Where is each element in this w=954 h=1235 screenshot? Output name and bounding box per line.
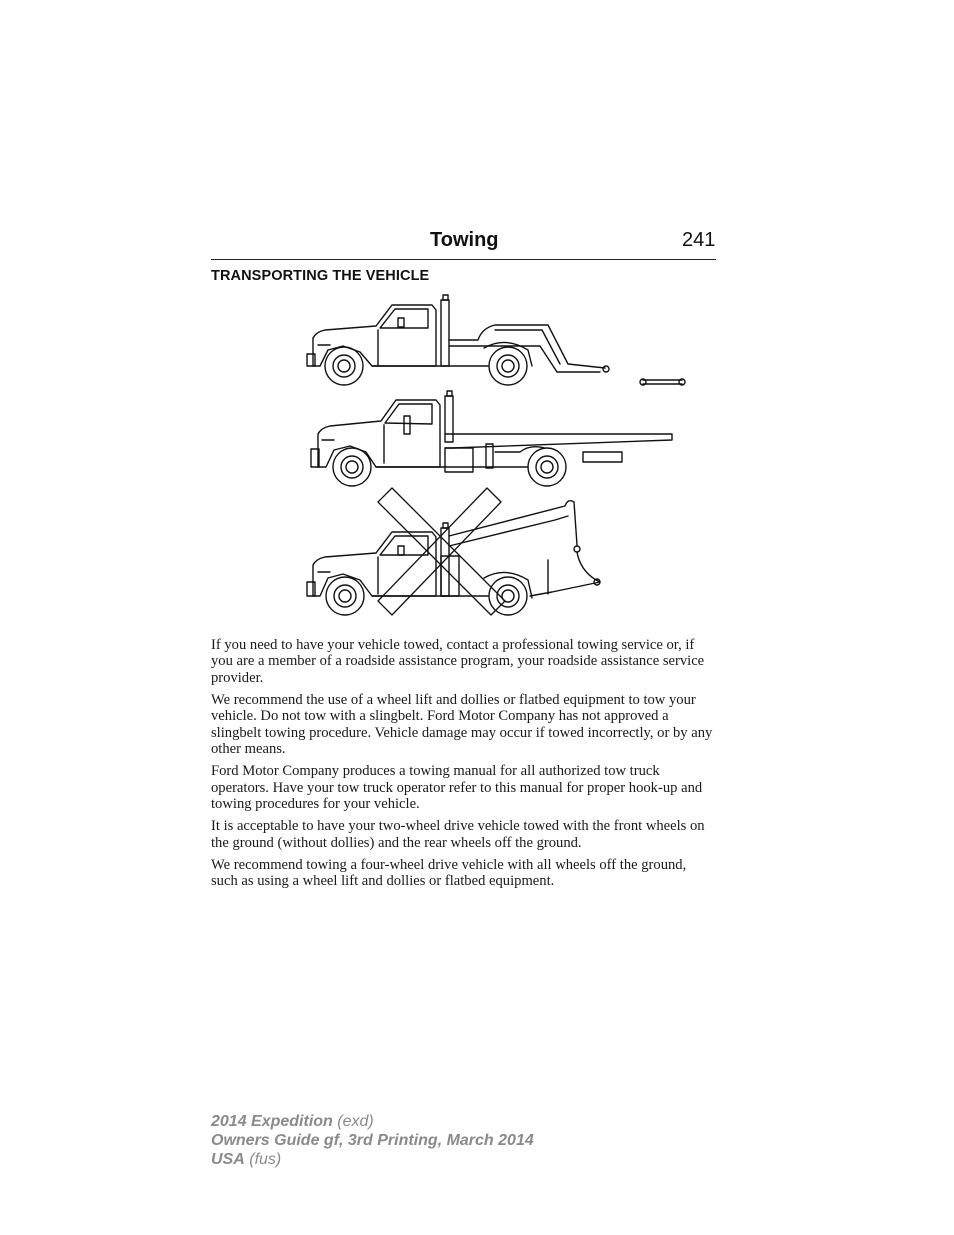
footer-line-model	[211, 1112, 534, 1131]
dolly-icon	[640, 379, 685, 385]
document-footer	[211, 1112, 534, 1169]
footer-model: 2014 Expedition	[211, 1113, 333, 1130]
header-divider	[211, 259, 716, 260]
paragraph: If you need to have your vehicle towed, contact a professional towing service or, if you are a member of a roadside assistance program, your roadside assistance service provider.	[211, 637, 705, 686]
paragraph: We recommend the use of a wheel lift and dollies or flatbed equipment to tow your vehicle. Do not tow with a slingbelt. Ford Motor Company has not approved a slingbelt towing procedure. Vehicle damage may occur if towed incorrectly, or by any other means.	[211, 692, 713, 758]
towing-illustration	[300, 288, 690, 618]
footer-line-market	[211, 1150, 534, 1169]
flatbed-tow-truck-icon	[311, 391, 672, 486]
paragraph: It is acceptable to have your two-wheel drive vehicle towed with the front wheels on the ground (without dollies) and the rear wheels off the ground.	[211, 818, 705, 851]
paragraph: We recommend towing a four-wheel drive vehicle with all wheels off the ground, such as using a wheel lift and dollies or flatbed equipment.	[211, 857, 687, 890]
page-header-title: Towing	[430, 229, 499, 251]
body-text	[211, 637, 716, 896]
footer-market: USA	[211, 1151, 245, 1168]
footer-market-code: (fus)	[249, 1151, 282, 1168]
footer-guide: Owners Guide gf, 3rd Printing, March 2014	[211, 1132, 534, 1149]
wheel-lift-tow-truck-icon	[307, 295, 609, 385]
paragraph: Ford Motor Company produces a towing manual for all authorized tow truck operators. Have your tow truck operator refer to this manual for proper hook-up and towing procedures for your vehicle.	[211, 763, 703, 813]
page-number: 241	[682, 229, 716, 251]
slingbelt-tow-truck-icon	[307, 501, 600, 615]
footer-line-guide	[211, 1131, 534, 1150]
section-heading: TRANSPORTING THE VEHICLE	[211, 268, 430, 284]
footer-model-code: (exd)	[337, 1113, 374, 1130]
